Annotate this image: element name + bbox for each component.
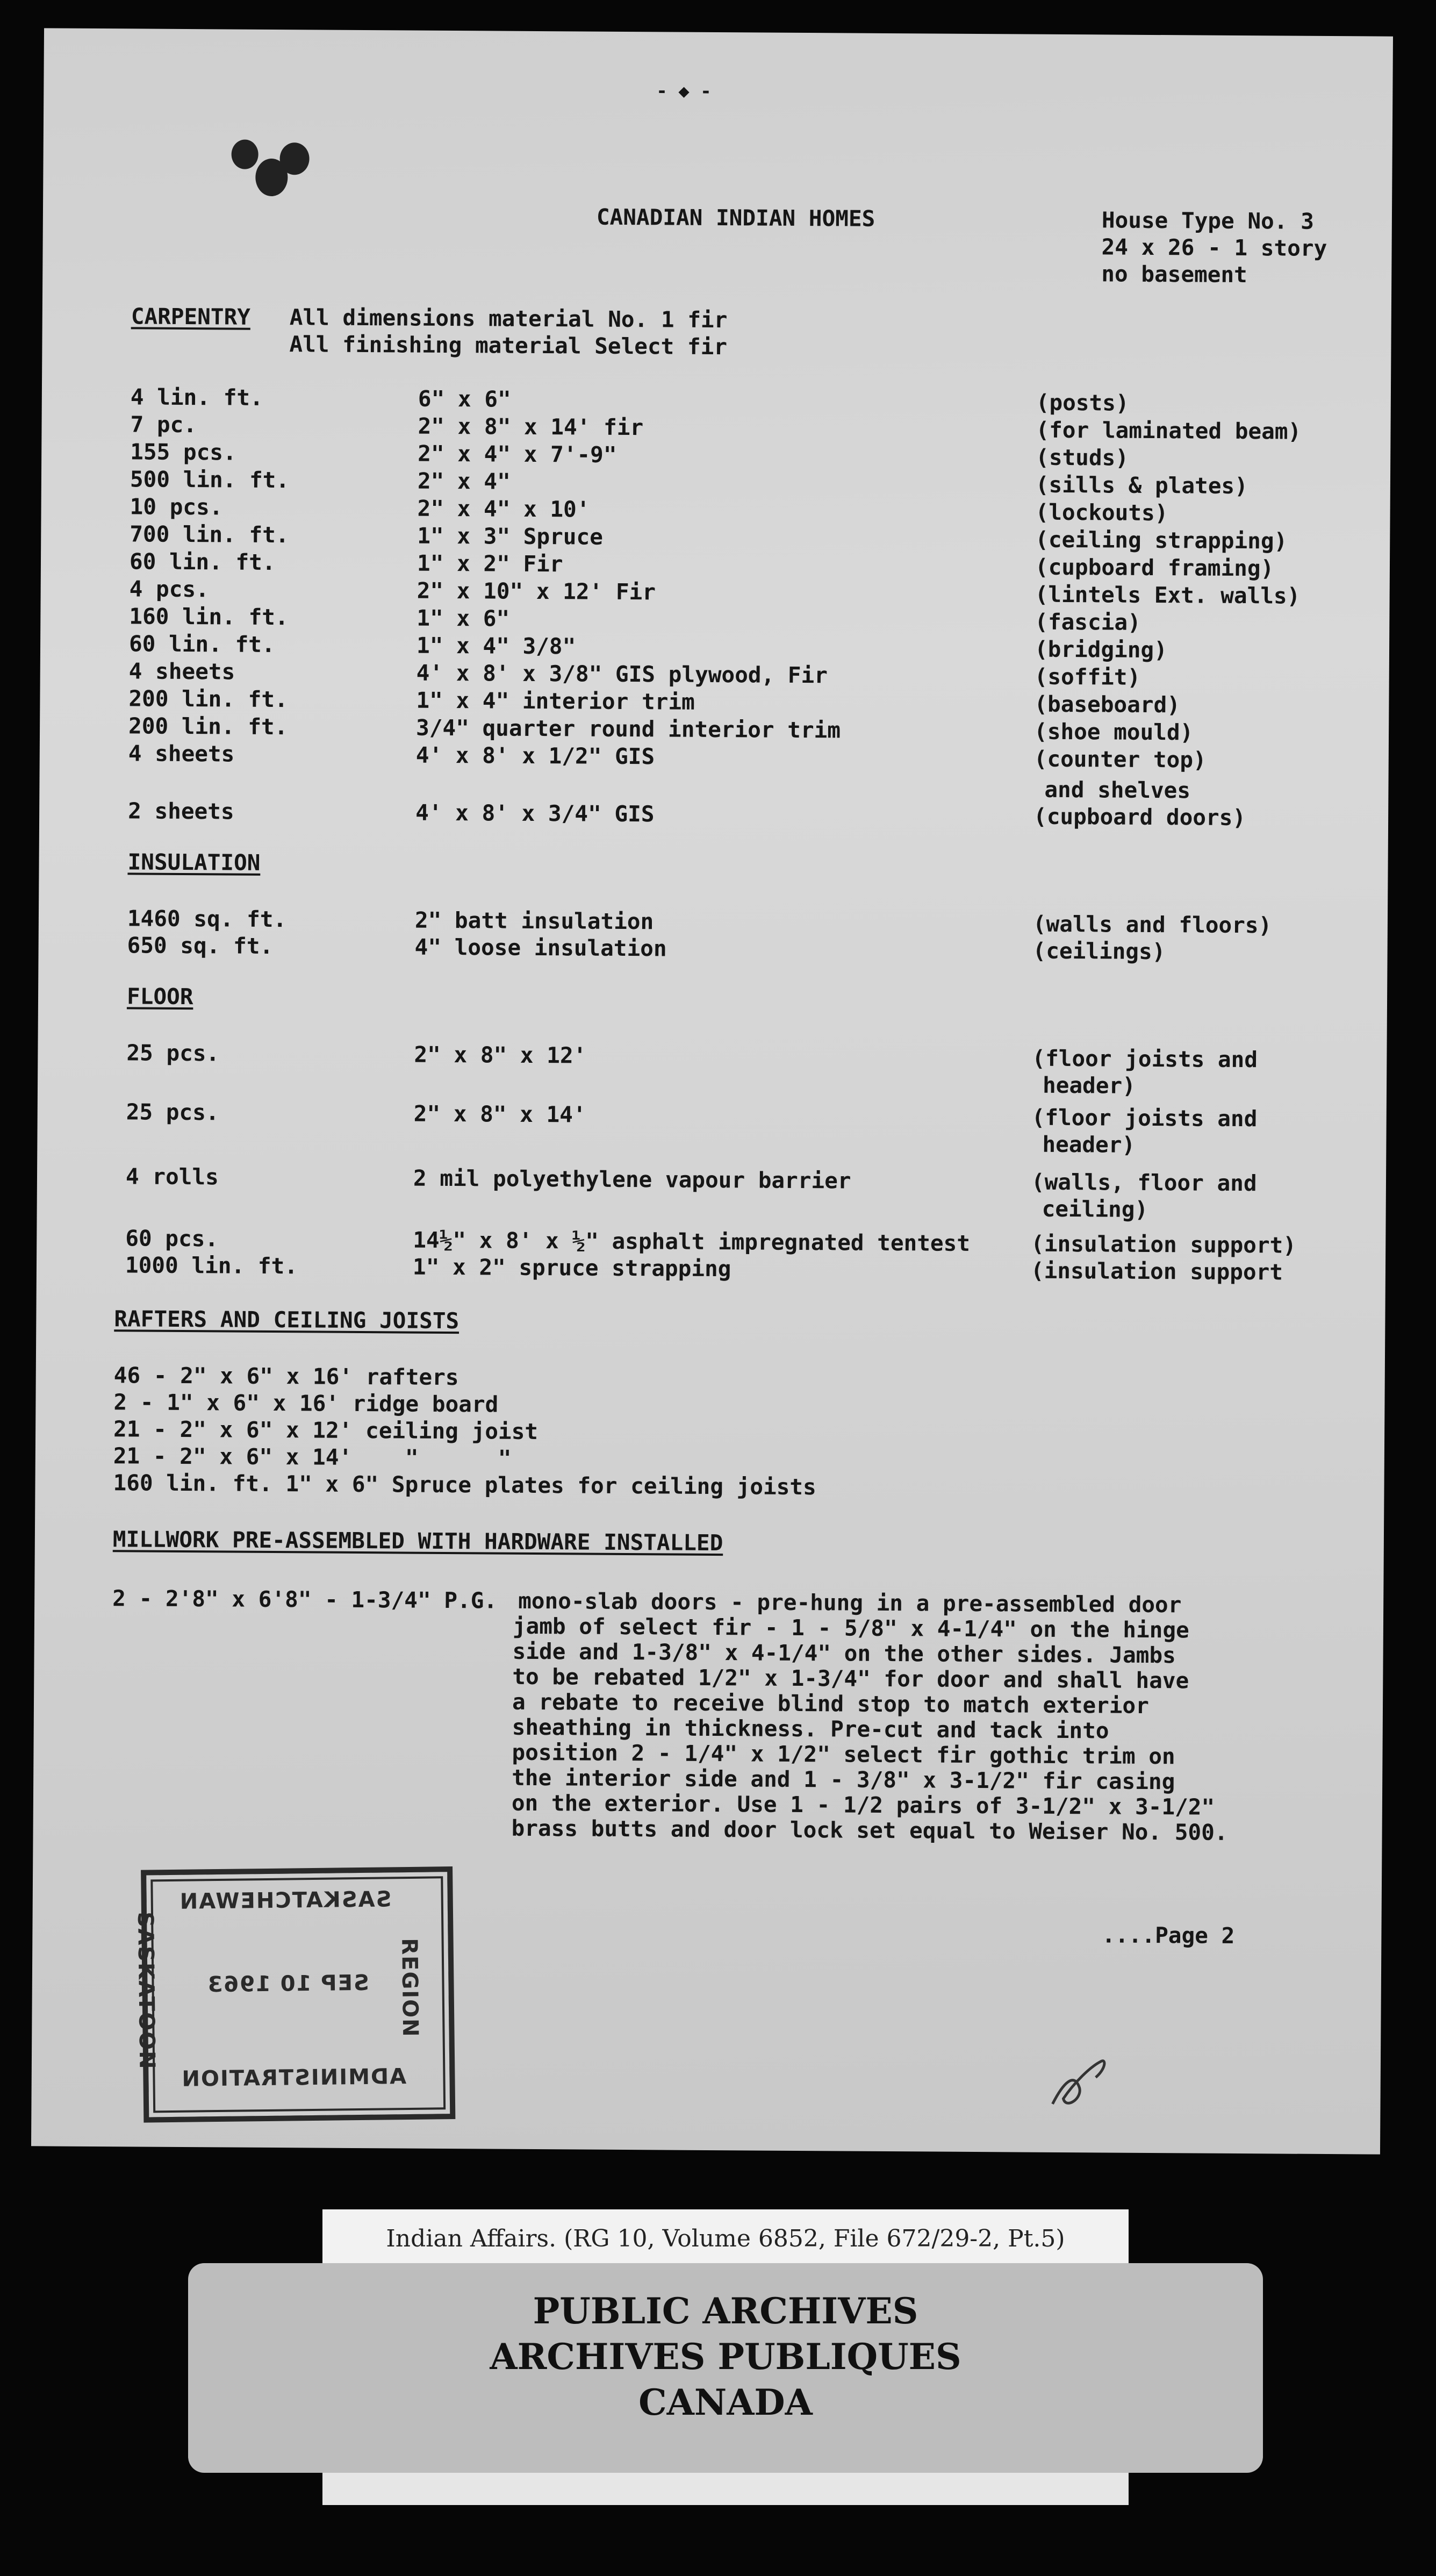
list-item: 2 - 1" x 6" x 16' ridge board [113,1389,499,1418]
item-purpose: (fascia) [1035,609,1141,635]
archive-reference-label: Indian Affairs. (RG 10, Volume 6852, File 672/29-2, Pt.5) [322,2209,1129,2269]
item-purpose: (studs) [1036,444,1129,471]
millwork-heading: MILLWORK PRE-ASSEMBLED WITH HARDWARE INSTALLED [112,1526,723,1556]
handwritten-signature [1042,2050,1123,2115]
list-item: 46 - 2" x 6" x 16' rafters [113,1362,459,1391]
list-item: 21 - 2" x 6" x 12' ceiling joist [113,1416,538,1445]
stamp-date: SEP 10 1963 [206,1970,370,1998]
item-description: 2" batt insulation [414,907,654,935]
item-quantity: 500 lin. ft. [130,466,290,493]
item-purpose-cont: header) [1042,1072,1136,1099]
item-description: 2" x 8" x 14' [413,1100,586,1128]
stamp-bottom: ADMINISTRATION [181,2064,407,2092]
item-description: 3/4" quarter round interior trim [415,714,841,743]
stamp-top: SASKATCHEWAN [178,1887,392,1914]
millwork-line: the interior side and 1 - 3/8" x 3-1/2" fir casing [512,1764,1175,1795]
millwork-line: brass butts and door lock set equal to Weiser No. 500. [511,1815,1228,1845]
millwork-line: position 2 - 1/4" x 1/2" select fir gothic trim on [512,1739,1175,1770]
list-item [38,1098,1387,1133]
item-description: 2" x 4" x 10' [417,495,590,523]
archives-country: CANADA [638,2381,813,2423]
item-quantity: 1000 lin. ft. [125,1252,298,1279]
item-purpose: (ceiling strapping) [1035,526,1288,554]
item-quantity: 2 sheets [128,798,234,825]
item-quantity: 4 pcs. [129,576,209,603]
registry-stamp [133,1866,455,2123]
item-description: 4" loose insulation [414,934,667,962]
footer-strip [322,2473,1129,2505]
millwork-line: sheathing in thickness. Pre-cut and tack into [512,1714,1109,1744]
item-purpose: (soffit) [1034,663,1141,690]
insulation-heading: INSULATION [127,849,261,876]
item-description: 2 mil polyethylene vapour barrier [413,1165,851,1194]
item-quantity: 60 lin. ft. [129,548,276,576]
item-description: 4' x 8' x 3/4" GIS [415,799,655,827]
item-quantity: 7 pc. [130,411,197,438]
item-description: 2" x 4" [417,468,511,495]
item-description: 2" x 10" x 12' Fir [417,577,656,605]
item-purpose: (floor joists and [1032,1045,1258,1073]
millwork-line: jamb of select fir - 1 - 5/8" x 4-1/4" on the hinge [512,1613,1189,1643]
item-purpose-cont: ceiling) [1042,1196,1148,1222]
floor-heading: FLOOR [126,983,193,1010]
item-quantity: 200 lin. ft. [128,685,288,713]
item-quantity: 25 pcs. [126,1099,219,1126]
item-description: 4' x 8' x 3/8" GIS plywood, Fir [416,660,828,689]
item-purpose: (baseboard) [1034,691,1181,718]
millwork-lead: 2 - 2'8" x 6'8" - 1-3/4" P.G. [112,1585,498,1614]
item-quantity: 200 lin. ft. [128,713,288,740]
millwork-line: on the exterior. Use 1 - 1/2 pairs of 3-1/2" x 3-1/2" [511,1790,1215,1820]
item-quantity: 60 pcs. [125,1225,219,1252]
item-purpose: (walls, floor and [1031,1169,1257,1197]
list-item [37,1162,1386,1197]
item-quantity: 4 rolls [125,1163,219,1190]
item-purpose: (posts) [1036,389,1129,416]
top-mark: - ◆ - [656,80,712,102]
item-description: 1" x 2" spruce strapping [412,1254,731,1282]
item-description: 1" x 2" Fir [417,550,563,577]
punch-hole [231,140,258,169]
carpentry-note-1: All dimensions material No. 1 fir [289,304,728,333]
item-purpose: (cupboard doors) [1033,803,1246,831]
archives-plate [188,2263,1263,2473]
item-purpose: (sills & plates) [1035,471,1248,499]
punch-hole [279,142,309,175]
item-description: 2" x 4" x 7'-9" [418,440,617,468]
counter-top-continued: and shelves [1044,776,1191,804]
page-continue: ....Page 2 [1102,1922,1235,1949]
carpentry-note-2: All finishing material Select fir [289,331,728,360]
millwork-line: mono-slab doors - pre-hung in a pre-assembled door [518,1587,1182,1618]
house-type-line-2: 24 x 26 - 1 story [1101,234,1327,261]
item-description: 1" x 3" Spruce [417,523,604,550]
item-purpose: (shoe mould) [1033,718,1194,746]
item-purpose: (lockouts) [1035,499,1168,526]
item-purpose: (floor joists and [1031,1104,1258,1132]
item-purpose: (cupboard framing) [1035,554,1274,582]
item-quantity: 160 lin. ft. [129,603,289,631]
item-description: 1" x 4" 3/8" [416,632,576,660]
millwork-line: a rebate to receive blind stop to match exterior [512,1688,1150,1719]
item-quantity: 25 pcs. [126,1040,220,1067]
item-description: 6" x 6" [418,385,511,412]
item-purpose: (for laminated beam) [1036,417,1302,445]
item-quantity: 1460 sq. ft. [127,905,287,933]
item-description: 14½" x 8' x ½" asphalt impregnated tentest [413,1227,971,1256]
millwork-line: to be rebated 1/2" x 1-3/4" for door and shall have [512,1663,1189,1694]
archives-english: PUBLIC ARCHIVES [533,2290,918,2332]
item-quantity: 4 sheets [128,740,235,767]
item-quantity: 700 lin. ft. [130,521,289,548]
carpentry-heading: CARPENTRY [131,303,251,330]
stamp-left: SASKATOON [133,1912,160,2070]
stamp-right: REGION [397,1938,423,2038]
rafters-heading: RAFTERS AND CEILING JOISTS [114,1306,459,1334]
item-purpose: (lintels Ext. walls) [1035,581,1301,609]
item-purpose: (insulation support) [1031,1230,1297,1258]
list-item [38,1039,1387,1074]
item-purpose: (walls and floors) [1032,911,1272,939]
item-description: 1" x 6" [417,605,510,632]
item-quantity: 4 lin. ft. [130,384,263,411]
item-quantity: 4 sheets [128,658,235,685]
millwork-line: side and 1-3/8" x 4-1/4" on the other sides. Jambs [512,1638,1176,1669]
house-type-line-1: House Type No. 3 [1101,207,1315,234]
list-item: 21 - 2" x 6" x 14' " " [113,1443,512,1471]
item-purpose: (insulation support [1030,1257,1283,1285]
item-description: 2" x 8" x 12' [414,1041,587,1069]
item-description: 1" x 4" interior trim [416,687,695,715]
item-description: 2" x 8" x 14' fir [418,413,644,441]
list-item: 160 lin. ft. 1" x 6" Spruce plates for ceiling joists [113,1470,816,1500]
item-quantity: 10 pcs. [130,493,223,520]
item-quantity: 650 sq. ft. [127,932,274,960]
item-purpose: (ceilings) [1032,938,1166,965]
archives-french: ARCHIVES PUBLIQUES [490,2336,961,2378]
document-title: CANADIAN INDIAN HOMES [596,204,875,232]
item-purpose-cont: header) [1042,1131,1136,1158]
house-type-line-3: no basement [1101,261,1247,288]
item-description: 4' x 8' x 1/2" GIS [415,742,655,770]
document-page [31,28,1393,2154]
item-quantity: 60 lin. ft. [128,631,275,658]
item-purpose: (counter top) [1033,746,1207,773]
item-purpose: (bridging) [1034,636,1168,663]
item-quantity: 155 pcs. [130,439,236,466]
